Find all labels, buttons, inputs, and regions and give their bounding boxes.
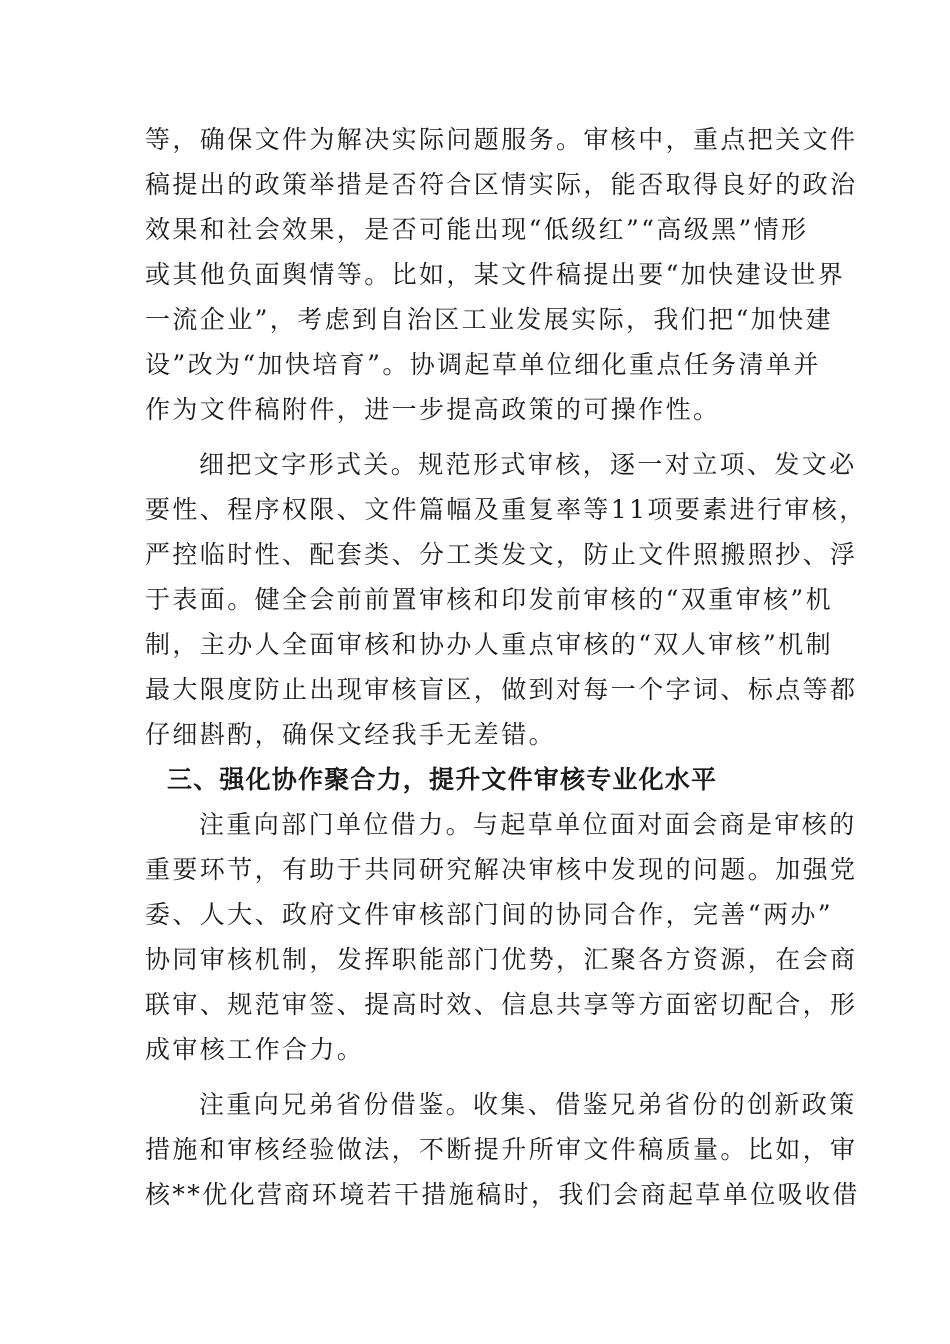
text-line: 制，主办人全面审核和协办人重点审核的“双人审核”机制 xyxy=(145,630,833,659)
paragraph-text-form-review xyxy=(145,442,867,757)
text-line: 一流企业”，考虑到自治区工业发展实际，我们把“加快建 xyxy=(145,305,833,334)
text-line: 重要环节，有助于共同研究解决审核中发现的问题。加强党 xyxy=(145,855,858,884)
text-line: 仔细斟酌，确保文经我手无差错。 xyxy=(145,720,557,749)
text-line: 等，确保文件为解决实际问题服务。审核中，重点把关文件 xyxy=(145,125,858,154)
text-line: 协同审核机制，发挥职能部门优势，汇聚各方资源，在会商 xyxy=(145,945,858,974)
text-line: 联审、规范审签、提高时效、信息共享等方面密切配合，形 xyxy=(145,990,858,1019)
paragraph-peer-province-learning xyxy=(145,1082,860,1217)
text-line: 核**优化营商环境若干措施稿时，我们会商起草单位吸收借 xyxy=(145,1180,860,1209)
text-line: 严控临时性、配套类、分工类发文，防止文件照搬照抄、浮 xyxy=(145,540,858,569)
text-line: 最大限度防止出现审核盲区，做到对每一个字词、标点等都 xyxy=(145,675,858,704)
paragraph-department-cooperation xyxy=(145,802,858,1072)
text-line: 于表面。健全会前前置审核和印发前审核的“双重审核”机 xyxy=(145,585,833,614)
paragraph-spacer xyxy=(145,432,807,442)
text-line: 效果和社会效果，是否可能出现“低级红”“高级黑”情形 xyxy=(145,215,809,244)
section-heading: 三、强化协作聚合力，提升文件审核专业化水平 xyxy=(167,765,718,794)
paragraph-policy-review xyxy=(145,117,858,432)
text-line: 措施和审核经验做法，不断提升所审文件稿质量。比如，审 xyxy=(145,1135,858,1164)
text-line: 作为文件稿附件，进一步提高政策的可操作性。 xyxy=(145,395,721,424)
paragraph-spacer xyxy=(145,1072,807,1082)
text-line: 要性、程序权限、文件篇幅及重复率等11项要素进行审核， xyxy=(145,495,867,524)
document-body xyxy=(145,117,867,1217)
text-line: 细把文字形式关。规范形式审核，逐一对立项、发文必 xyxy=(199,450,857,479)
text-line: 委、人大、政府文件审核部门间的协同合作，完善“两办” xyxy=(145,900,833,929)
text-line: 或其他负面舆情等。比如，某文件稿提出要“加快建设世界 xyxy=(145,260,846,289)
text-line: 设”改为“加快培育”。协调起草单位细化重点任务清单并 xyxy=(145,350,821,379)
text-line: 稿提出的政策举措是否符合区情实际，能否取得良好的政治 xyxy=(145,170,858,199)
text-line: 注重向兄弟省份借鉴。收集、借鉴兄弟省份的创新政策 xyxy=(199,1090,857,1119)
text-line: 注重向部门单位借力。与起草单位面对面会商是审核的 xyxy=(199,810,857,839)
text-line: 成审核工作合力。 xyxy=(145,1035,365,1064)
